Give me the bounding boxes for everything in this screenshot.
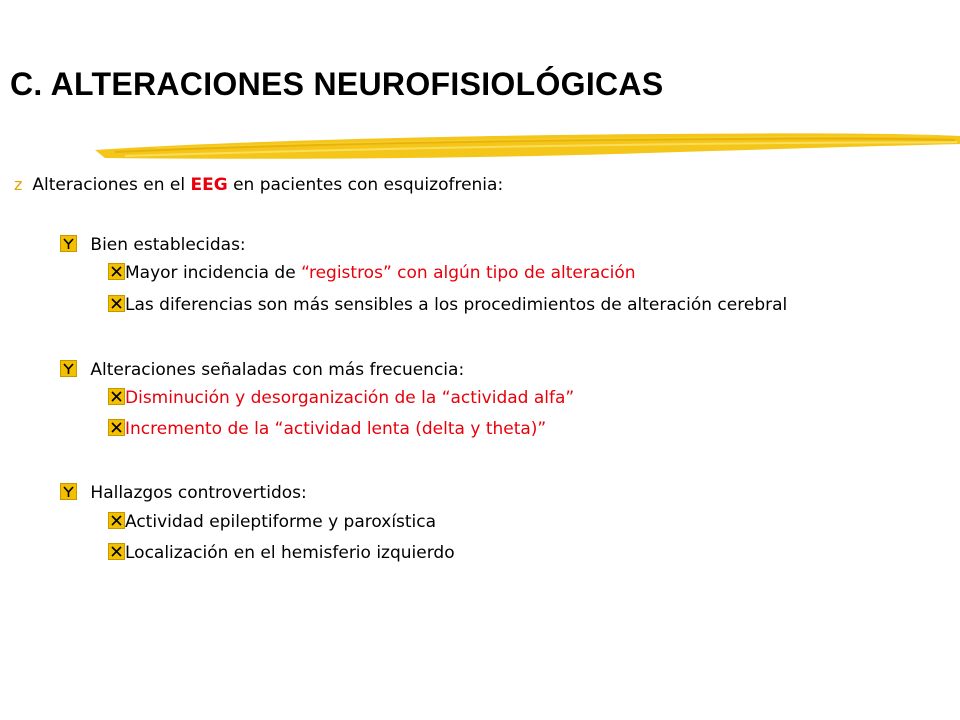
main-point-suffix: en pacientes con esquizofrenia:: [227, 175, 504, 195]
main-point: [14, 174, 503, 196]
x-bullet-icon: [108, 543, 125, 560]
y-bullet-icon: [60, 483, 77, 500]
x-bullet-icon: [108, 419, 125, 436]
list-item: Disminución y desorganización de la “actividad alfa”: [108, 387, 574, 409]
section-heading: Alteraciones señaladas con más frecuencia:: [60, 359, 464, 381]
x-bullet-icon: [108, 512, 125, 529]
list-item: Actividad epileptiforme y paroxística: [108, 511, 436, 533]
section-heading: Hallazgos controvertidos:: [60, 482, 307, 504]
x-bullet-icon: [108, 295, 125, 312]
slide-title: C. ALTERACIONES NEUROFISIOLÓGICAS: [10, 66, 664, 102]
main-point-prefix: Alteraciones en el: [32, 175, 191, 195]
section-heading: Bien establecidas:: [60, 234, 246, 256]
list-item: Las diferencias son más sensibles a los procedimientos de alteración cerebral: [108, 294, 787, 316]
z-bullet-icon: z: [14, 175, 23, 194]
eeg-keyword: EEG: [190, 175, 228, 195]
list-item: Mayor incidencia de “registros” con algún tipo de alteración: [108, 262, 636, 284]
x-bullet-icon: [108, 388, 125, 405]
yellow-brush-underline: [95, 128, 960, 168]
y-bullet-icon: [60, 235, 77, 252]
x-bullet-icon: [108, 263, 125, 280]
list-item: Incremento de la “actividad lenta (delta y theta)”: [108, 418, 546, 440]
y-bullet-icon: [60, 360, 77, 377]
list-item: Localización en el hemisferio izquierdo: [108, 542, 455, 564]
